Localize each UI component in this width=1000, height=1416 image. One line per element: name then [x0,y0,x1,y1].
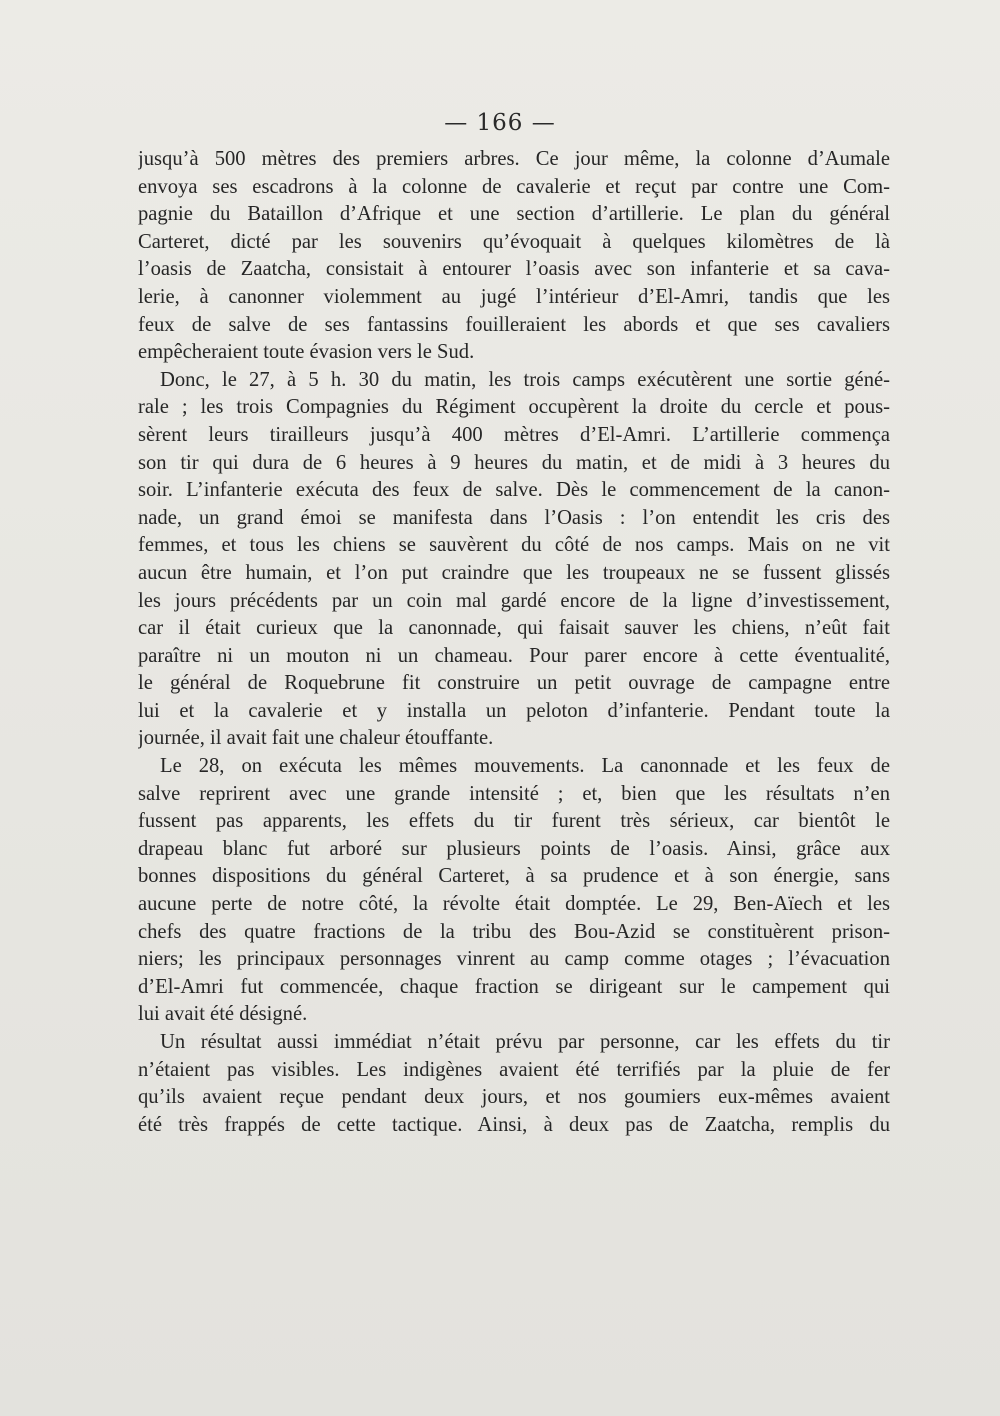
paragraph-4 [138,1029,890,1139]
text-line: aucune perte de notre côté, la révolte était domptée. Le 29, Ben-Aïech et les [138,893,890,916]
text-line: qu’ils avaient reçue pendant deux jours, et nos goumiers eux-mêmes avaient [138,1086,890,1109]
paragraph-3 [138,753,890,1029]
text-line: aucun être humain, et l’on put craindre que les troupeaux ne se fussent glissés [138,561,890,584]
text-line: fussent pas apparents, les effets du tir furent très sérieux, car bientôt le [138,810,890,833]
text-line: n’étaient pas visibles. Les indigènes avaient été terrifiés par la pluie de fer [138,1058,890,1081]
text-line: drapeau blanc fut arboré sur plusieurs points de l’oasis. Ainsi, grâce aux [138,837,890,860]
text-line: l’oasis de Zaatcha, consistait à entourer l’oasis avec son infanterie et sa cava- [138,258,890,281]
text-line: soir. L’infanterie exécuta des feux de salve. Dès le commencement de la canon- [138,479,890,502]
text-line: envoya ses escadrons à la colonne de cavalerie et reçut par contre une Com- [138,175,890,198]
text-line: niers; les principaux personnages vinrent au camp comme otages ; l’évacuation [138,948,890,971]
text-line: été très frappés de cette tactique. Ainsi, à deux pas de Zaatcha, remplis du [138,1113,890,1136]
text-line: lerie, à canonner violemment au jugé l’intérieur d’El-Amri, tandis que les [138,285,890,308]
text-line: feux de salve de ses fantassins fouilleraient les abords et que ses cavaliers [138,313,890,336]
text-line: journée, il avait fait une chaleur étouffante. [138,727,494,750]
body-text [138,146,890,1139]
text-line: Donc, le 27, à 5 h. 30 du matin, les trois camps exécutèrent une sortie géné- [160,368,890,391]
page-number: — 166 — [444,110,556,136]
text-line: d’El-Amri fut commencée, chaque fraction se dirigeant sur le campement qui [138,975,890,998]
text-line: Un résultat aussi immédiat n’était prévu par personne, car les effets du tir [160,1031,890,1053]
text-line: paraître ni un mouton ni un chameau. Pour parer encore à cette éventualité, [138,644,890,667]
text-line: sèrent leurs tirailleurs jusqu’à 400 mètres d’El-Amri. L’artillerie commença [138,423,890,446]
text-line: lui et la cavalerie et y installa un peloton d’infanterie. Pendant toute la [138,699,890,722]
text-line: chefs des quatre fractions de la tribu des Bou-Azid se constituèrent prison- [138,920,890,943]
text-line: le général de Roquebrune fit construire un petit ouvrage de campagne entre [138,672,890,695]
text-line: lui avait été désigné. [138,1003,308,1026]
text-line: nade, un grand émoi se manifesta dans l’Oasis : l’on entendit les cris des [138,506,890,529]
text-line: salve reprirent avec une grande intensité ; et, bien que les résultats n’en [138,782,890,805]
text-line: bonnes dispositions du général Carteret, à sa prudence et à son énergie, sans [138,865,890,888]
text-line: pagnie du Bataillon d’Afrique et une section d’artillerie. Le plan du général [138,203,890,226]
text-line: jusqu’à 500 mètres des premiers arbres. Ce jour même, la colonne d’Aumale [138,148,890,170]
paragraph-2 [138,367,890,753]
paragraph-1 [138,146,890,367]
text-line: les jours précédents par un coin mal gardé encore de la ligne d’investissement, [138,589,890,612]
text-line: femmes, et tous les chiens se sauvèrent du côté de nos camps. Mais on ne vit [138,534,890,557]
text-line: empêcheraient toute évasion vers le Sud. [138,341,475,364]
text-line: Le 28, on exécuta les mêmes mouvements. La canonnade et les feux de [160,755,890,778]
text-line: Carteret, dicté par les souvenirs qu’évoquait à quelques kilomètres de là [138,230,890,253]
text-line: rale ; les trois Compagnies du Régiment occupèrent la droite du cercle et pous- [138,396,890,419]
text-line: car il était curieux que la canonnade, qui faisait sauver les chiens, n’eût fait [138,617,890,640]
text-line: son tir qui dura de 6 heures à 9 heures du matin, et de midi à 3 heures du [138,451,890,474]
